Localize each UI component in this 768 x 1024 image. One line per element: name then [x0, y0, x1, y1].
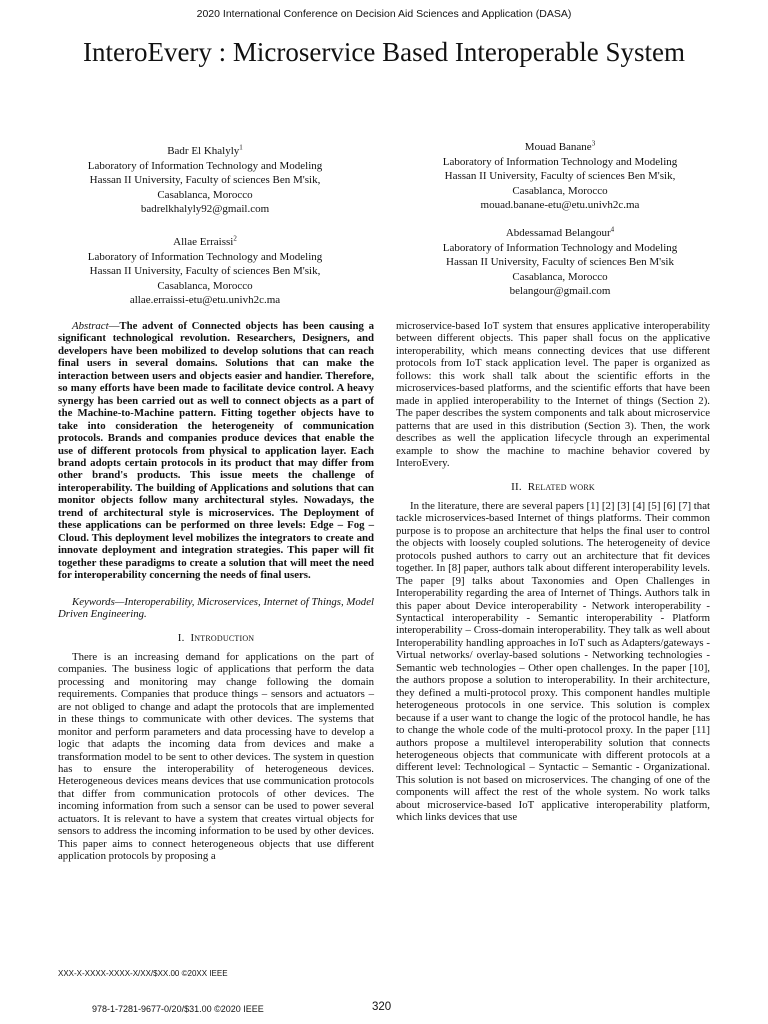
- abstract: Abstract—The advent of Connected objects has been causing a significant technological revolution. Researchers, Designers, and developers have been mobilized to develop solutions that can reach final users in several domains. Solutions that can make the interaction between users and objects easier and handier. Therefore, so many efforts have been made to facilitate device control. A heavy synergy has been carried out as well to connect objects as a part of the Machine-to-Machine pattern. Fitting together objects have to take into consideration the heterogeneity of communication protocols. Brands and companies produce devices that enable the use of different protocols from physical to application layer. Each brand adopts certain protocols in its product that may differ from other brand's products. This issue meets the challenge of interoperability. The building of Applications and solutions that can monitor objects follow many architectural styles. Nowadays, the trend of architectural style is microservices. The Deployment of these applications can be performed on three levels: Edge – Fog – Cloud. This deployment level mobilizes the integrators to create and innovate deployment and integration strategies. This paper will fit together these paradigms to create a solution that will meet the need for interoperability concerning the needs of final users.: [58, 320, 374, 582]
- right-column: [396, 320, 710, 824]
- author-block-4: [405, 226, 715, 299]
- introduction-continuation: microservice-based IoT system that ensures applicative interoperability between different objects. This paper shall focus on the applicative interoperability, which means connecting devices that use different protocols from IoT stack application level. The paper is organized as follows: this work shall talk about the scientific efforts in the microservices-based platforms, and the scientific efforts that have been made in applied interoperability to the Internet of things (Section 2). The paper describes the system components and talk about microservice patterns that are used in this distribution (Section 3). Then, the work describes as well the application lifecycle through an experimental example to show the machine to machine behavior covered by InteroEvery.: [396, 320, 710, 469]
- author-block-3: [405, 140, 715, 213]
- keywords-text: Interoperability, Microservices, Internet of Things, Model Driven Engineering.: [58, 595, 374, 620]
- author-block-1: [50, 144, 360, 217]
- page-number: 320: [372, 1001, 392, 1013]
- copyright-line: 978-1-7281-9677-0/20/$31.00 ©2020 IEEE: [92, 1004, 264, 1014]
- author-city: Casablanca, Morocco: [157, 188, 253, 201]
- section-heading-introduction: I. Introduction: [177, 632, 255, 645]
- author-name: Mouad Banane$^3$: [524, 139, 596, 153]
- author-affiliation: Laboratory of Information Technology and Modeling: [442, 155, 678, 168]
- left-column: [58, 320, 374, 863]
- section-heading-related-work: II. Related work: [511, 481, 595, 494]
- introduction-paragraph: There is an increasing demand for applications on the part of companies. The business logic of applications that perform the data processing and monitoring may change following the domain requirements. Companies that produce things – sensors and actuators – are not obliged to change and adapt the protocols that are implemented in these things to communicate with other devices. The systems that monitor and perform parameters and data processing have to develop a logic that adapts the incoming data from devices and make a transformation model to be sent to other devices. The system in question has to ensure the interoperability of heterogeneous devices. Heterogeneous devices means devices that use communication protocols that differ from communication protocols of other devices. The incoming information from such a sensor can be used to power several actuators. It is relevant to have a system that creates virtual objects for sensors to address the incoming information to be used by other devices. This paper aims to connect heterogeneous objects that use different application protocols by proposing a: [58, 650, 374, 863]
- author-affiliation: Laboratory of Information Technology and Modeling: [442, 241, 678, 254]
- author-email: belangour@gmail.com: [509, 285, 611, 297]
- author-university: Hassan II University, Faculty of sciences Ben M'sik,: [444, 170, 676, 182]
- conference-header: 2020 International Conference on Decision Aid Sciences and Application (DASA): [196, 8, 572, 20]
- paper-title: InteroEvery : Microservice Based Interoperable System: [82, 37, 686, 67]
- author-name: Abdessamad Belangour$^4$: [505, 225, 615, 239]
- author-block-2: [50, 235, 360, 308]
- author-university: Hassan II University, Faculty of sciences Ben M'sik,: [89, 265, 321, 277]
- author-email: badrelkhalyly92@gmail.com: [140, 203, 270, 215]
- abstract-label: Abstract: [72, 320, 109, 332]
- author-email: mouad.banane-etu@etu.univh2c.ma: [480, 199, 640, 211]
- related-work-paragraph: In the literature, there are several papers [1] [2] [3] [4] [5] [6] [7] that tackle microservices-based Internet of things platforms. Their common purpose is to propose an architecture that helps the final user to control the objects with loosely coupled solutions. The heterogeneity of device protocols pushed authors to carry out an architecture that fit devices together. In [8] paper, authors talk about different interoperability levels. The paper [9] talks about Taxonomies and Open Challenges in Interoperability regarding the area of Internet of Things. Authors talk in this paper about Device interoperability - Network interoperability - Syntactical interoperability - Semantic interoperability - Platform interoperability – Cross-domain interoperability. They talk as well about Interoperability handling approaches in IoT such as Adapters/gateways - Virtual networks/ overlay-based solutions - Networking technologies - Semantic web technologies – Other open challenges. In the paper [10], the authors propose a solution to interoperability. In their architecture, they defined a multi-protocol proxy. This component handles multiple heterogeneous protocols in one service. This solution is complex because if a user want to change the logic of the protocol handle, he has to change the whole code of the multi-protocol proxy. In the paper [11] authors propose a multilevel interoperability solution that connects heterogeneous objects that communicate with different protocols at a different level: Technological – Syntactic – Semantic - Organizational. This solution is not based on microservices. The changing of one of the components will affect the rest of the whole system. No work talks about microservice-based IoT applicative interoperability platform, which links devices that use: [396, 499, 710, 824]
- author-university: Hassan II University, Faculty of sciences Ben M'sik,: [89, 174, 321, 186]
- author-email: allae.erraissi-etu@etu.univh2c.ma: [129, 294, 281, 306]
- author-affiliation: Laboratory of Information Technology and Modeling: [87, 159, 323, 172]
- copyright-placeholder: XXX-X-XXXX-XXXX-X/XX/$XX.00 ©20XX IEEE: [58, 969, 228, 978]
- author-city: Casablanca, Morocco: [512, 184, 608, 197]
- author-name: Allae Erraissi$^2$: [173, 234, 237, 248]
- keywords-label: Keywords: [72, 595, 115, 608]
- author-city: Casablanca, Morocco: [512, 270, 608, 283]
- author-affiliation: Laboratory of Information Technology and Modeling: [87, 250, 323, 263]
- keywords: Keywords—Interoperability, Microservices, Internet of Things, Model Driven Engineering.: [58, 595, 374, 620]
- author-name: Badr El Khalyly$^1$: [167, 143, 243, 157]
- author-city: Casablanca, Morocco: [157, 279, 253, 292]
- author-university: Hassan II University, Faculty of sciences Ben M'sik: [446, 256, 674, 268]
- abstract-text: The advent of Connected objects has been causing a significant technological revolution. Researchers, Designers, and developers have been mobilized to develop solutions that can reach final users in several domains. Solutions that can make the interaction between users and objects easier and handier. Therefore, so many efforts have been made to facilitate device control. A heavy synergy has been carried out as well to connect objects as a part of the Machine-to-Machine pattern. Fitting together objects have to take into consideration the heterogeneity of communication protocols. Brands and companies produce devices that enable the use of different protocols from physical to application layer. Each brand adopts certain protocols in its product that may differ from other brand's products. This issue meets the challenge of interoperability. The building of Applications and solutions that can monitor objects follow many architectural styles. Nowadays, the trend of architectural style is microservices. The Deployment of these applications can be performed on three levels: Edge – Fog – Cloud. This deployment level mobilizes the integrators to create and innovate deployment and integration strategies. This paper will fit together these paradigms to create a solution that will meet the need for interoperability concerning the needs of final users.: [58, 320, 374, 582]
